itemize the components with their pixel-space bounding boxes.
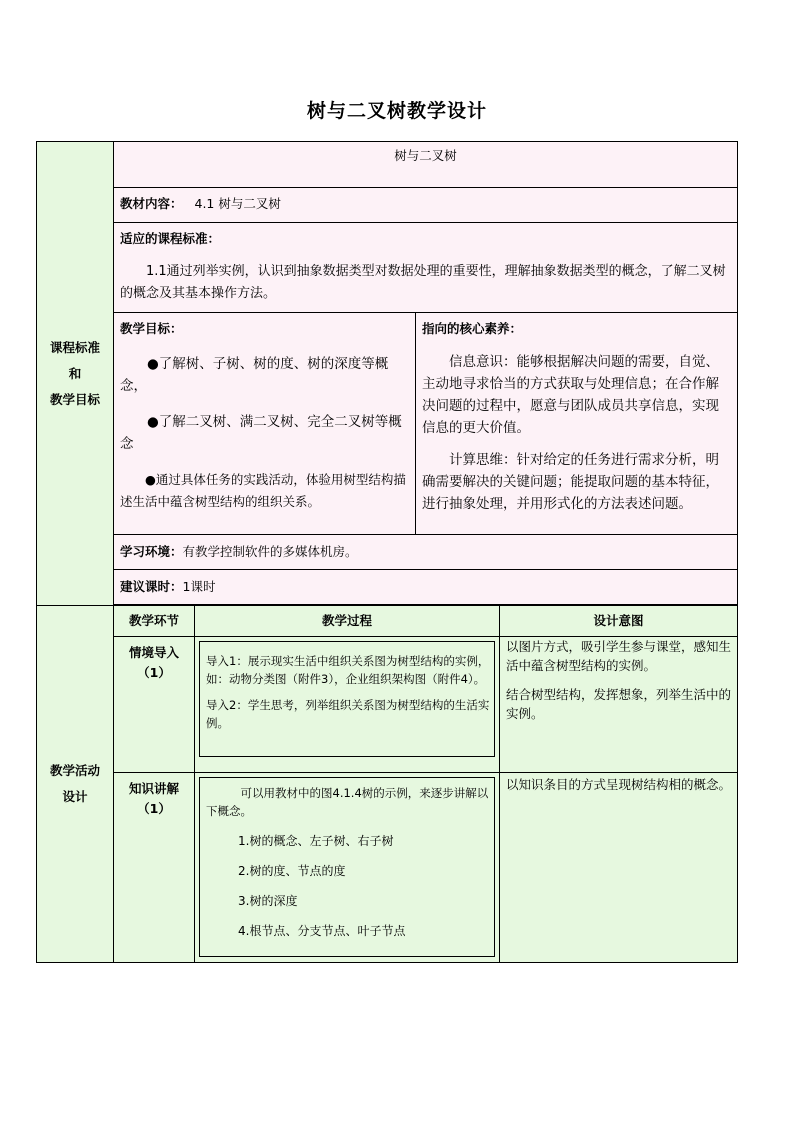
goal-item: ●通过具体任务的实践活动，体验用树型结构描述生活中蕴含树型结构的组织关系。 xyxy=(120,472,406,509)
standard-text: 1.1通过列举实例，认识到抽象数据类型对数据处理的重要性，理解抽象数据类型的概念，了解二叉树的概念及其基本操作方法。 xyxy=(120,264,726,301)
environment-row xyxy=(114,535,738,570)
core-cell xyxy=(416,313,738,535)
process-intro-text: 可以用教材中的图4.1.4树的示例，来逐步讲解以下概念。 xyxy=(206,786,489,818)
goal-item: ●了解树、子树、树的度、树的深度等概念， xyxy=(120,356,389,394)
intent-knowledge-cell xyxy=(500,773,738,963)
document-title: 树与二叉树教学设计 xyxy=(306,100,487,122)
process-item: 导入1：展示现实生活中组织关系图为树型结构的实例，如：动物分类图（附件3），企业组织架构图（附件4）。 xyxy=(206,654,490,686)
lesson-plan-table xyxy=(36,141,738,963)
concept-item: 2.树的度、节点的度 xyxy=(238,864,346,878)
hours-label: 建议课时： xyxy=(120,579,183,594)
core-item: 计算思维：针对给定的任务进行需求分析，明确需要解决的关键问题；能提取问题的基本特征，进行抽象处理，并用形式化的方法表述问题。 xyxy=(422,452,719,512)
material-row xyxy=(114,188,738,223)
header-stage: 教学环节 xyxy=(114,606,195,637)
core-item: 信息意识：能够根据解决问题的需要，自觉、主动地寻求恰当的方式获取与处理信息；在合作解决问题的过程中，愿意与团队成员共享信息，实现信息的更大价值。 xyxy=(422,354,719,436)
material-value: 4.1 树与二叉树 xyxy=(194,196,281,211)
standard-row xyxy=(114,223,738,313)
process-item: 导入2：学生思考，列举组织关系图为树型结构的生活实例。 xyxy=(206,698,490,730)
course-title: 树与二叉树 xyxy=(114,142,738,188)
section-label-activities: 教学活动 设计 xyxy=(37,606,114,963)
concept-item: 4.根节点、分支节点、叶子节点 xyxy=(238,924,406,938)
concept-item: 3.树的深度 xyxy=(238,894,298,908)
process-intro-cell xyxy=(195,637,500,773)
process-knowledge-cell xyxy=(195,773,500,963)
material-label: 教材内容： xyxy=(120,196,183,211)
stage-knowledge: 知识讲解 （1） xyxy=(114,773,195,963)
goals-label: 教学目标： xyxy=(120,321,183,336)
standard-label: 适应的课程标准： xyxy=(120,231,221,246)
core-label: 指向的核心素养： xyxy=(422,321,523,336)
intent-item: 以知识条目的方式呈现树结构相的概念。 xyxy=(506,777,732,792)
hours-row xyxy=(114,570,738,605)
header-intent: 设计意图 xyxy=(500,606,738,637)
environment-value: 有教学控制软件的多媒体机房。 xyxy=(182,544,358,559)
header-process: 教学过程 xyxy=(195,606,500,637)
goal-item: ●了解二叉树、满二叉树、完全二叉树等概念 xyxy=(120,414,402,452)
intent-intro-cell xyxy=(500,637,738,773)
hours-value: 1课时 xyxy=(182,579,216,594)
stage-intro: 情境导入 （1） xyxy=(114,637,195,773)
intent-item: 以图片方式，吸引学生参与课堂，感知生活中蕴含树型结构的实例。 xyxy=(506,639,732,673)
concept-item: 1.树的概念、左子树、右子树 xyxy=(238,834,394,848)
section-label-standards: 课程标准 和 教学目标 xyxy=(37,142,114,606)
intent-item: 结合树型结构，发挥想象，列举生活中的实例。 xyxy=(506,687,732,721)
environment-label: 学习环境： xyxy=(120,544,183,559)
goals-cell xyxy=(114,313,416,535)
